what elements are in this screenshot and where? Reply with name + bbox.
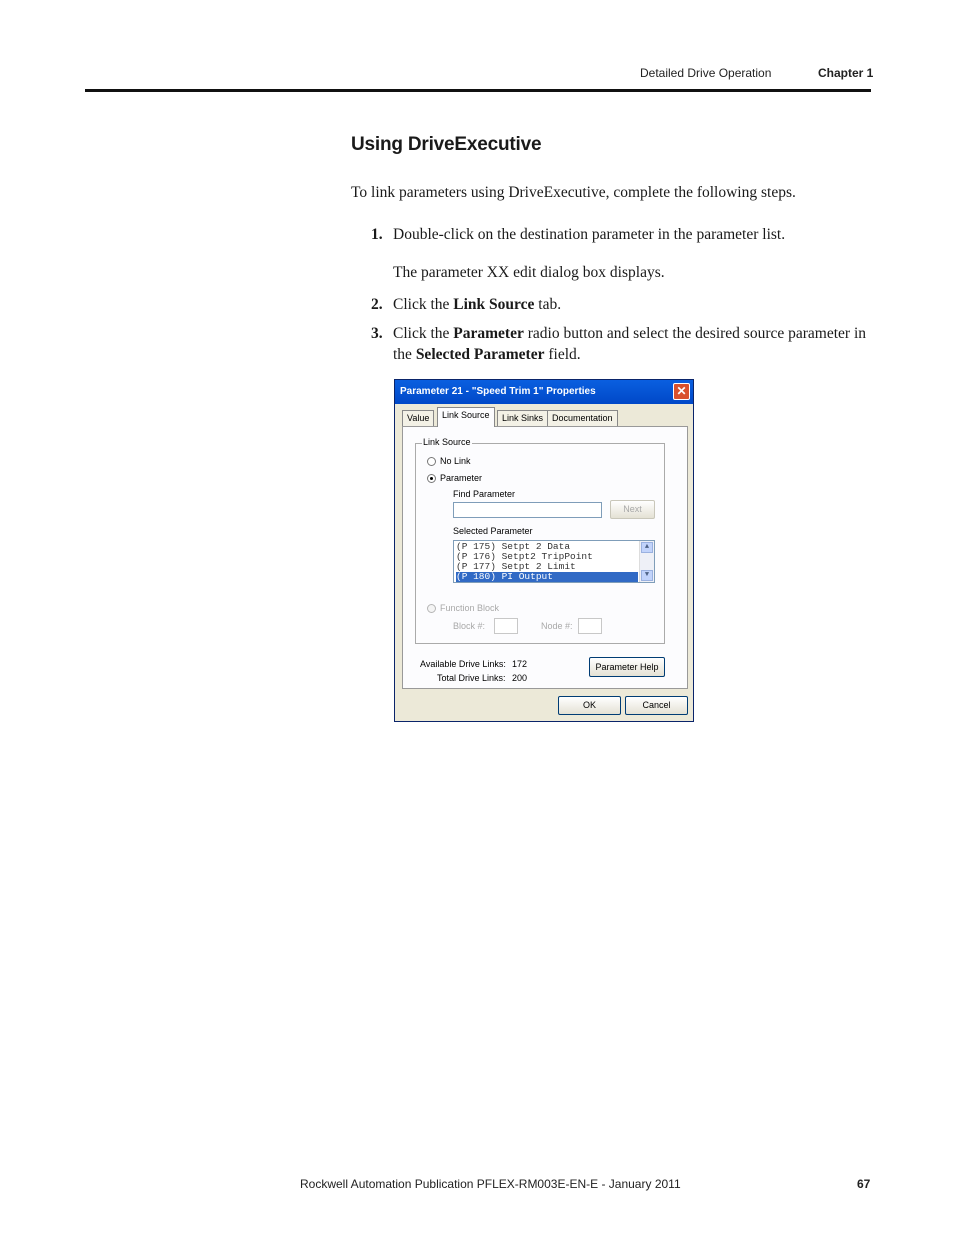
total-links-value: 200 [512,673,528,683]
node-number-input[interactable] [578,618,602,634]
step-2-bold: Link Source [453,296,535,313]
step-3-mid: radio button and select the desired source parameter in the [393,325,867,363]
close-icon[interactable]: ✕ [673,383,690,400]
ok-button[interactable]: OK [558,696,621,715]
parameter-radio[interactable] [427,474,436,483]
dialog-title: Parameter 21 - "Speed Trim 1" Properties [400,386,596,397]
selected-parameter-label: Selected Parameter [453,526,533,536]
step-1-text: Double-click on the destination parameter in the parameter list. [393,226,786,243]
properties-dialog [394,379,694,722]
tab-link-sinks[interactable]: Link Sinks [497,410,548,426]
step-2-number: 2. [371,296,383,313]
tab-documentation[interactable]: Documentation [547,410,618,426]
tab-value[interactable]: Value [402,410,434,426]
list-item[interactable]: (P 176) Setpt2 TripPoint [456,551,593,562]
step-3-number: 3. [371,325,383,342]
intro-paragraph: To link parameters using DriveExecutive, complete the following steps. [351,184,796,201]
link-source-panel [402,426,688,689]
link-source-group [415,437,665,644]
scroll-up-icon[interactable]: ▲ [641,542,653,553]
step-2-pre: Click the [393,296,454,313]
link-source-group-label: Link Source [423,437,471,447]
step-3-text [393,323,871,365]
no-link-label[interactable]: No Link [440,456,471,466]
step-3-bold: Parameter [453,325,524,342]
function-block-label[interactable]: Function Block [440,603,500,613]
function-block-radio[interactable] [427,604,436,613]
header-chapter: Chapter 1 [818,66,874,80]
dialog-titlebar[interactable] [395,380,693,404]
parameter-label[interactable]: Parameter [440,473,483,483]
find-parameter-label: Find Parameter [453,489,516,499]
no-link-radio[interactable] [427,457,436,466]
list-item[interactable]: (P 175) Setpt 2 Data [456,541,571,552]
available-links-value: 172 [512,659,528,669]
selected-parameter-list[interactable] [453,540,655,583]
page-title: Using DriveExecutive [351,134,542,155]
cancel-button[interactable]: Cancel [625,696,688,715]
step-3-pre: Click the [393,325,454,342]
list-item-selected[interactable]: (P 180) PI Output [456,572,638,582]
step-3-bold2: Selected Parameter [415,346,545,363]
step-2-text [393,294,871,315]
page-number: 67 [857,1177,871,1191]
node-number-label: Node #: [541,621,573,631]
header-section: Detailed Drive Operation [640,66,772,80]
list-item[interactable]: (P 177) Setpt 2 Limit [456,561,576,572]
step-1-number: 1. [371,226,383,243]
step-3-post: field. [544,346,581,363]
total-links-label: Total Drive Links: [437,673,506,683]
block-number-input[interactable] [494,618,518,634]
footer-publication: Rockwell Automation Publication PFLEX-RM003E-EN-E - January 2011 [300,1177,681,1191]
step-2-post: tab. [534,296,562,313]
parameter-help-button[interactable]: Parameter Help [589,657,665,677]
tab-link-source[interactable]: Link Source [437,407,495,427]
find-parameter-input[interactable] [453,502,602,518]
list-scrollbar[interactable] [639,541,654,582]
available-links-label: Available Drive Links: [420,659,506,669]
next-button[interactable]: Next [610,500,655,519]
step-1-note: The parameter XX edit dialog box displays. [393,264,665,281]
scroll-down-icon[interactable]: ▼ [641,570,653,581]
block-number-label: Block #: [453,621,486,631]
header-rule [85,89,871,92]
